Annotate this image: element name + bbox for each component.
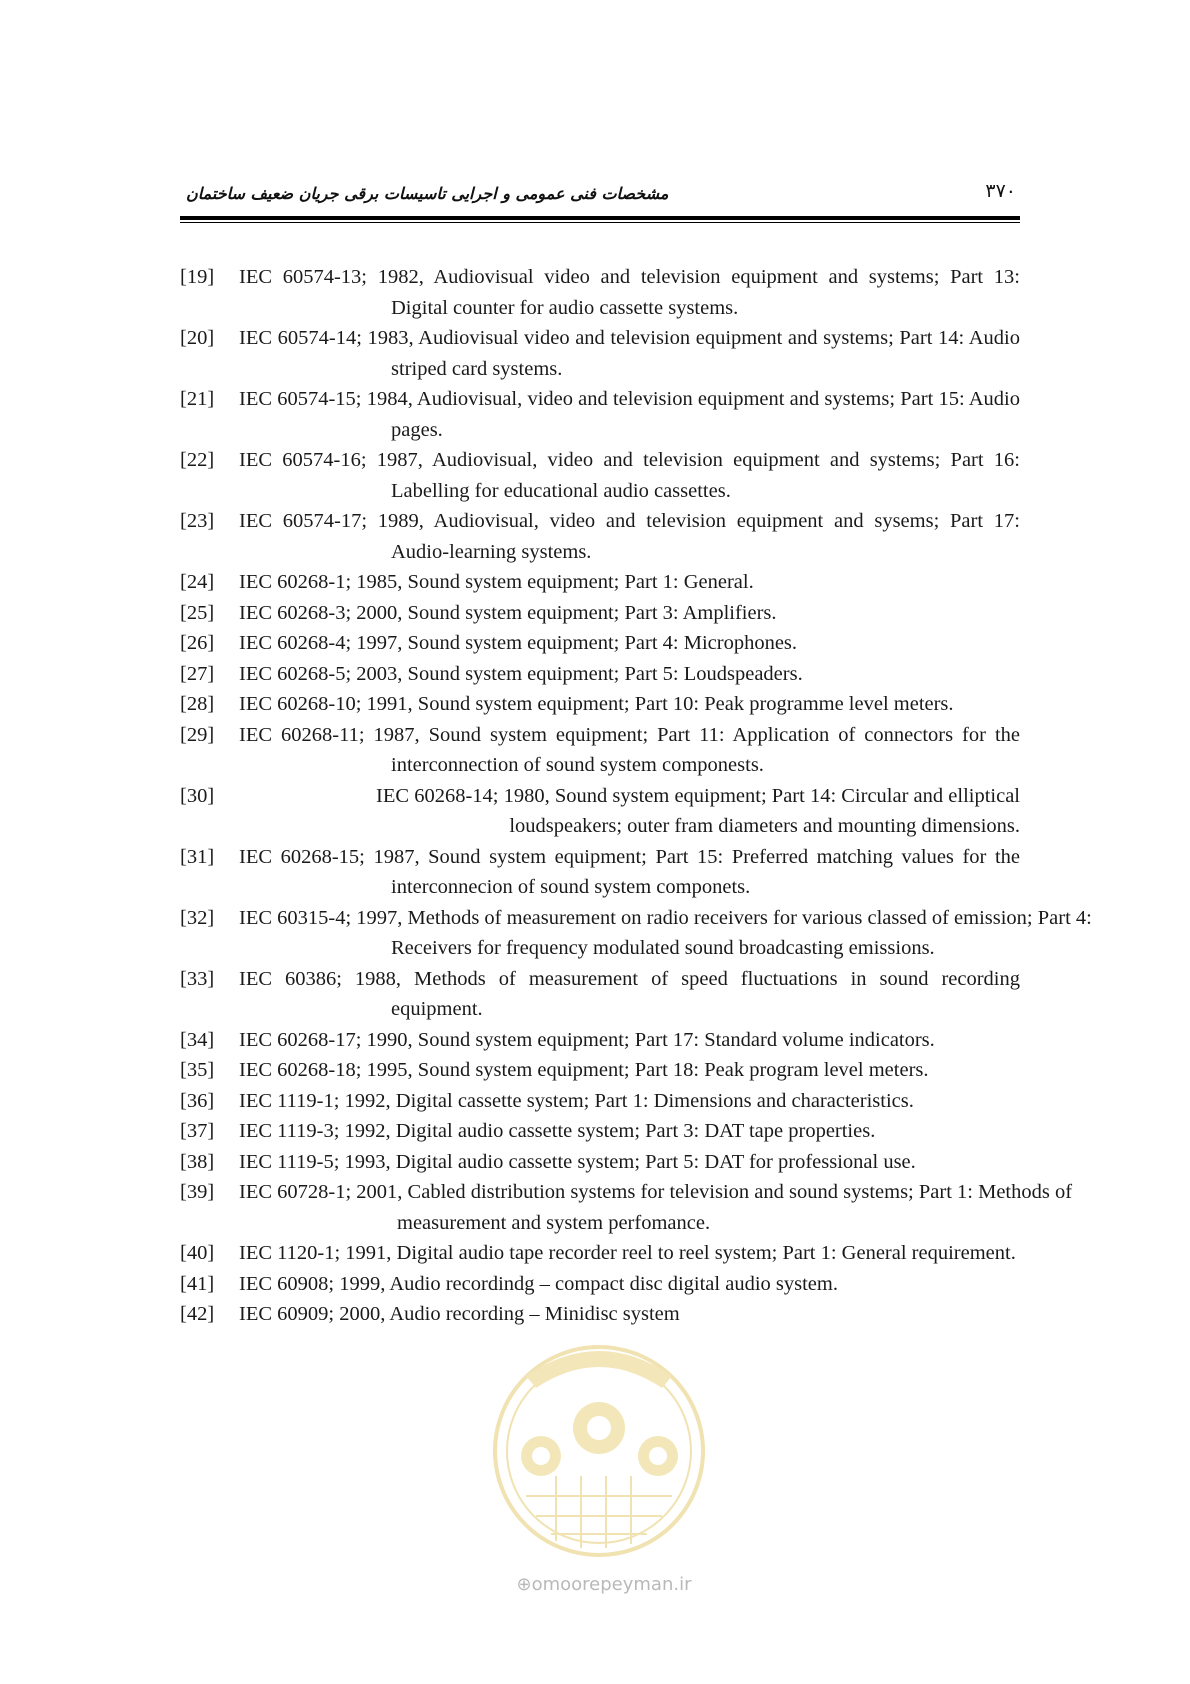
reference-text: IEC 60268-11; 1987, Sound system equipment; Part 11: Application of connectors for the interconnection of sound system componests. — [239, 723, 1020, 776]
globe-icon: ⊕ — [516, 1574, 532, 1595]
reference-text: IEC 1119-1; 1992, Digital cassette system; Part 1: Dimensions and characteristics. — [239, 1089, 914, 1112]
reference-text: IEC 60268-10; 1991, Sound system equipment; Part 10: Peak programme level meters. — [239, 693, 954, 715]
reference-text: IEC 60268-4; 1997, Sound system equipment; Part 4: Microphones. — [239, 632, 798, 654]
reference-item — [180, 445, 1020, 506]
reference-item — [180, 1055, 1020, 1086]
reference-text: IEC 60268-3; 2000, Sound system equipment; Part 3: Amplifiers. — [239, 601, 777, 624]
watermark-site — [504, 1574, 704, 1595]
reference-item — [180, 598, 1020, 629]
reference-item — [180, 1299, 1020, 1330]
reference-number: [21] — [180, 388, 215, 410]
page-header — [180, 176, 1020, 216]
reference-text — [239, 903, 1131, 964]
reference-item — [180, 567, 1020, 598]
reference-text: IEC 60268-5; 2003, Sound system equipment; Part 5: Loudspeaders. — [239, 662, 803, 685]
reference-number: [41] — [180, 1272, 215, 1295]
reference-text-part: IEC 60728-1; 2001, Cabled distribution systems for television and sound systems; Part 1: Methods of measurement and system perfomance. — [239, 1181, 1073, 1234]
reference-text: IEC 60909; 2000, Audio recording – Minidisc system — [239, 1303, 680, 1325]
page-number: ۳۷۰ — [985, 180, 1016, 202]
reference-item — [180, 1116, 1020, 1147]
reference-number: [33] — [180, 967, 215, 990]
reference-item — [180, 720, 1020, 781]
reference-number: [39] — [180, 1181, 215, 1203]
header-title: مشخصات فنی عمومی و اجرایی تاسیسات برقی جریان ضعیف ساختمان — [186, 184, 669, 203]
reference-text: IEC 60268-1; 1985, Sound system equipment; Part 1: General. — [239, 571, 754, 593]
watermark-site-text: omoorepeyman.ir — [531, 1574, 692, 1595]
reference-number: [36] — [180, 1089, 215, 1112]
reference-text: IEC 60574-15; 1984, Audiovisual, video and television equipment and systems; Part 15: Audio pages. — [239, 388, 1020, 441]
reference-text: IEC 60268-18; 1995, Sound system equipment; Part 18: Peak program level meters. — [239, 1059, 929, 1081]
reference-text: IEC 60908; 1999, Audio recordindg – compact disc digital audio system. — [239, 1272, 838, 1295]
reference-number: [28] — [180, 693, 215, 715]
reference-text: IEC 60574-13; 1982, Audiovisual video and television equipment and systems; Part 13: Digital counter for audio cassette systems. — [239, 266, 1020, 319]
reference-number: [35] — [180, 1059, 215, 1081]
reference-text: IEC 60268-14; 1980, Sound system equipment; Part 14: Circular and elliptical loudspeakers; outer fram diameters and mounting dimensions. — [376, 784, 1020, 837]
reference-item — [180, 506, 1020, 567]
reference-number: [29] — [180, 723, 215, 746]
reference-item — [180, 1238, 1020, 1269]
reference-number: [26] — [180, 632, 215, 654]
reference-item — [180, 964, 1020, 1025]
reference-number: [42] — [180, 1303, 215, 1325]
reference-number: [31] — [180, 845, 215, 868]
reference-number: [19] — [180, 266, 215, 288]
reference-text: IEC 60574-16; 1987, Audiovisual, video and television equipment and systems; Part 16: Labelling for educational audio cassettes. — [239, 449, 1020, 502]
reference-text: IEC 60386; 1988, Methods of measurement of speed fluctuations in sound recording equipment. — [239, 967, 1020, 1020]
reference-text: IEC 60268-17; 1990, Sound system equipment; Part 17: Standard volume indicators. — [239, 1028, 935, 1051]
reference-number: [30] — [180, 784, 215, 807]
header-rule-thick — [180, 216, 1020, 220]
reference-item — [180, 903, 1092, 964]
reference-text: IEC 60574-17; 1989, Audiovisual, video and television equipment and sysems; Part 17: Audio-learning systems. — [239, 510, 1020, 563]
reference-item — [180, 262, 1020, 323]
reference-item — [180, 1025, 1020, 1056]
header-rule-thin — [180, 222, 1020, 223]
reference-number: [27] — [180, 662, 215, 685]
reference-item — [180, 384, 1020, 445]
reference-item — [180, 842, 1020, 903]
reference-text-part: IEC 60315-4; 1997, Methods of measurement on radio receivers for various classed of emission; Part 4: Receivers for frequency modulated sound broadcasting emissions. — [239, 906, 1092, 959]
reference-text: IEC 1120-1; 1991, Digital audio tape recorder reel to reel system; Part 1: General requirement. — [239, 1242, 1016, 1264]
reference-item — [180, 689, 1020, 720]
reference-number: [34] — [180, 1028, 215, 1051]
reference-text: IEC 60574-14; 1983, Audiovisual video and television equipment and systems; Part 14: Audio striped card systems. — [239, 327, 1020, 380]
reference-number: [40] — [180, 1242, 215, 1264]
reference-item — [180, 628, 1020, 659]
reference-item — [180, 1147, 1020, 1178]
reference-text: IEC 60268-15; 1987, Sound system equipment; Part 15: Preferred matching values for the interconnecion of sound system componets. — [239, 845, 1020, 898]
reference-number: [22] — [180, 449, 215, 471]
reference-number: [20] — [180, 327, 215, 349]
reference-number: [37] — [180, 1120, 215, 1142]
reference-item — [180, 781, 1020, 842]
reference-number: [38] — [180, 1150, 215, 1173]
reference-list — [180, 262, 1092, 1330]
reference-item — [180, 1269, 1020, 1300]
reference-number: [24] — [180, 571, 215, 593]
reference-item — [180, 1177, 1073, 1238]
reference-text: IEC 1119-3; 1992, Digital audio cassette system; Part 3: DAT tape properties. — [239, 1120, 876, 1142]
reference-item — [180, 323, 1020, 384]
reference-text — [239, 1177, 1147, 1238]
watermark-seal-icon — [486, 1336, 712, 1566]
reference-item — [180, 1086, 1020, 1117]
reference-number: [25] — [180, 601, 215, 624]
reference-text: IEC 1119-5; 1993, Digital audio cassette system; Part 5: DAT for professional use. — [239, 1150, 916, 1173]
reference-number: [32] — [180, 906, 215, 929]
reference-item — [180, 659, 1020, 690]
reference-number: [23] — [180, 510, 215, 532]
